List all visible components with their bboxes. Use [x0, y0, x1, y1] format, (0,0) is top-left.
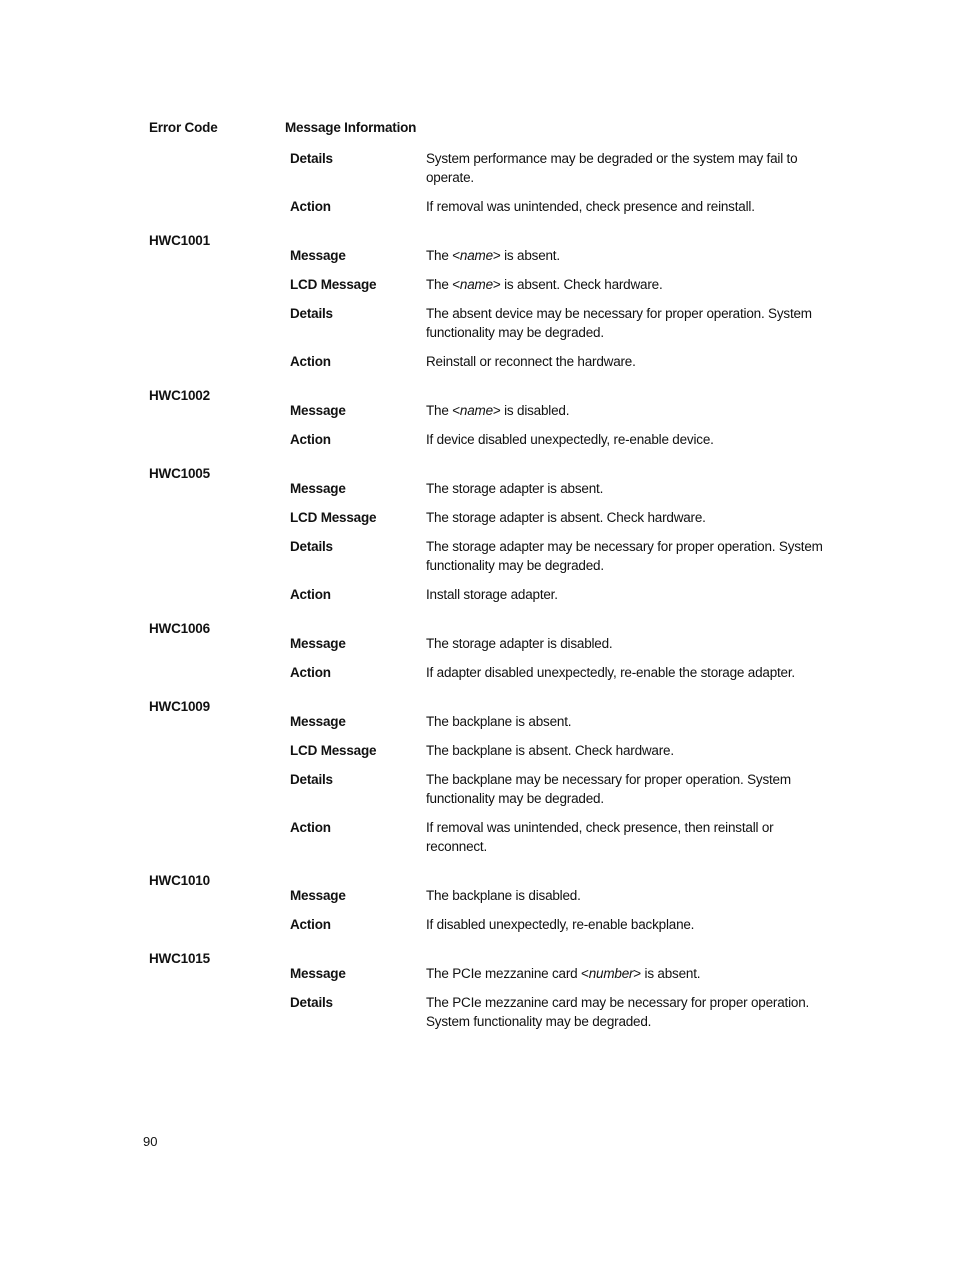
entry-fields [149, 149, 829, 216]
field-value-text: The < [426, 277, 460, 292]
field-value-text: The storage adapter may be necessary for proper operation. System functionality may be degraded. [426, 539, 823, 573]
field-label: Message [290, 888, 346, 903]
placeholder-variable: name [459, 403, 493, 418]
field-label: Message [290, 403, 346, 418]
field-row [290, 246, 829, 265]
field-label: Message [290, 636, 346, 651]
field-value-text: If adapter disabled unexpectedly, re-enable the storage adapter. [426, 665, 795, 680]
field-value-text: Reinstall or reconnect the hardware. [426, 354, 636, 369]
field-value-text: The PCIe mezzanine card may be necessary for proper operation. System functionality may be degraded. [426, 995, 810, 1029]
field-value [426, 275, 826, 294]
field-value [426, 964, 826, 983]
error-code: HWC1009 [149, 699, 210, 714]
field-row [290, 915, 829, 934]
page-number: 90 [143, 1134, 158, 1149]
field-label: Message [290, 966, 346, 981]
field-row [290, 585, 829, 604]
field-value [426, 741, 826, 760]
field-label: Message [290, 714, 346, 729]
field-value-text: The storage adapter is absent. Check hardware. [426, 510, 706, 525]
field-value-text: If removal was unintended, check presence and reinstall. [426, 199, 755, 214]
field-value-text: The < [426, 248, 460, 263]
entry-fields [149, 699, 829, 856]
field-row [290, 304, 829, 342]
field-label: Action [290, 917, 331, 932]
error-code: HWC1015 [149, 951, 210, 966]
error-entry [149, 149, 829, 216]
field-label: LCD Message [290, 743, 377, 758]
field-label: Action [290, 354, 331, 369]
field-label: Details [290, 151, 333, 166]
field-value [426, 663, 826, 682]
error-entry [149, 699, 829, 856]
field-row [290, 818, 829, 856]
field-value-text: > is absent. [492, 248, 560, 263]
field-label: LCD Message [290, 277, 377, 292]
field-row [290, 741, 829, 760]
field-row [290, 430, 829, 449]
field-row [290, 352, 829, 371]
field-value-text: The absent device may be necessary for proper operation. System functionality may be degraded. [426, 306, 812, 340]
field-value [426, 430, 826, 449]
field-label: Action [290, 587, 331, 602]
field-value-text: The storage adapter is absent. [426, 481, 604, 496]
field-row [290, 149, 829, 187]
field-label: Details [290, 772, 333, 787]
field-value [426, 352, 826, 371]
field-value [426, 479, 826, 498]
field-row [290, 275, 829, 294]
column-header-message-information: Message Information [285, 120, 417, 135]
field-value [426, 149, 826, 187]
field-value [426, 634, 826, 653]
field-value [426, 585, 826, 604]
error-code: HWC1001 [149, 233, 210, 248]
field-row [290, 886, 829, 905]
field-value [426, 712, 826, 731]
error-entry [149, 951, 829, 1031]
entry-fields [149, 466, 829, 604]
entry-fields [149, 951, 829, 1031]
field-label: Details [290, 995, 333, 1010]
field-row [290, 508, 829, 527]
placeholder-variable: name [459, 248, 493, 263]
error-code: HWC1010 [149, 873, 210, 888]
field-value [426, 401, 826, 420]
field-label: Action [290, 820, 331, 835]
field-label: Details [290, 539, 333, 554]
error-code: HWC1002 [149, 388, 210, 403]
field-value [426, 304, 826, 342]
field-value-text: The backplane may be necessary for proper operation. System functionality may be degraded. [426, 772, 791, 806]
field-value-text: System performance may be degraded or the system may fail to operate. [426, 151, 798, 185]
field-row [290, 770, 829, 808]
field-value [426, 886, 826, 905]
entry-fields [149, 233, 829, 371]
placeholder-variable: name [459, 277, 493, 292]
field-label: Details [290, 306, 333, 321]
entry-fields [149, 388, 829, 449]
field-value [426, 818, 826, 856]
field-value-text: The backplane is disabled. [426, 888, 581, 903]
error-entry [149, 466, 829, 604]
field-value-text: > is absent. Check hardware. [492, 277, 663, 292]
field-value-text: The < [426, 403, 460, 418]
error-entry [149, 621, 829, 682]
field-value-text: The storage adapter is disabled. [426, 636, 613, 651]
field-value-text: If disabled unexpectedly, re-enable backplane. [426, 917, 695, 932]
field-row [290, 712, 829, 731]
field-value [426, 537, 826, 575]
field-label: Action [290, 665, 331, 680]
field-label: Message [290, 248, 346, 263]
error-entry [149, 873, 829, 934]
field-value-text: The backplane is absent. [426, 714, 572, 729]
error-code-table [149, 149, 829, 1048]
field-value [426, 197, 826, 216]
field-value-text: If removal was unintended, check presence, then reinstall or reconnect. [426, 820, 774, 854]
field-value-text: > is disabled. [492, 403, 570, 418]
field-label: LCD Message [290, 510, 377, 525]
field-label: Message [290, 481, 346, 496]
field-value-text: > is absent. [633, 966, 701, 981]
field-label: Action [290, 432, 331, 447]
field-value [426, 915, 826, 934]
field-value-text: The backplane is absent. Check hardware. [426, 743, 674, 758]
entry-fields [149, 621, 829, 682]
field-row [290, 993, 829, 1031]
entry-fields [149, 873, 829, 934]
field-row [290, 634, 829, 653]
field-row [290, 964, 829, 983]
placeholder-variable: number [588, 966, 634, 981]
field-row [290, 401, 829, 420]
field-row [290, 479, 829, 498]
field-value [426, 770, 826, 808]
column-header-error-code: Error Code [149, 120, 218, 135]
field-value-text: Install storage adapter. [426, 587, 558, 602]
error-code: HWC1006 [149, 621, 210, 636]
field-value [426, 993, 826, 1031]
error-code: HWC1005 [149, 466, 210, 481]
error-entry [149, 233, 829, 371]
field-row [290, 537, 829, 575]
field-value-text: If device disabled unexpectedly, re-enable device. [426, 432, 714, 447]
field-value [426, 508, 826, 527]
field-row [290, 197, 829, 216]
field-value-text: The PCIe mezzanine card < [426, 966, 589, 981]
field-row [290, 663, 829, 682]
error-entry [149, 388, 829, 449]
field-label: Action [290, 199, 331, 214]
field-value [426, 246, 826, 265]
